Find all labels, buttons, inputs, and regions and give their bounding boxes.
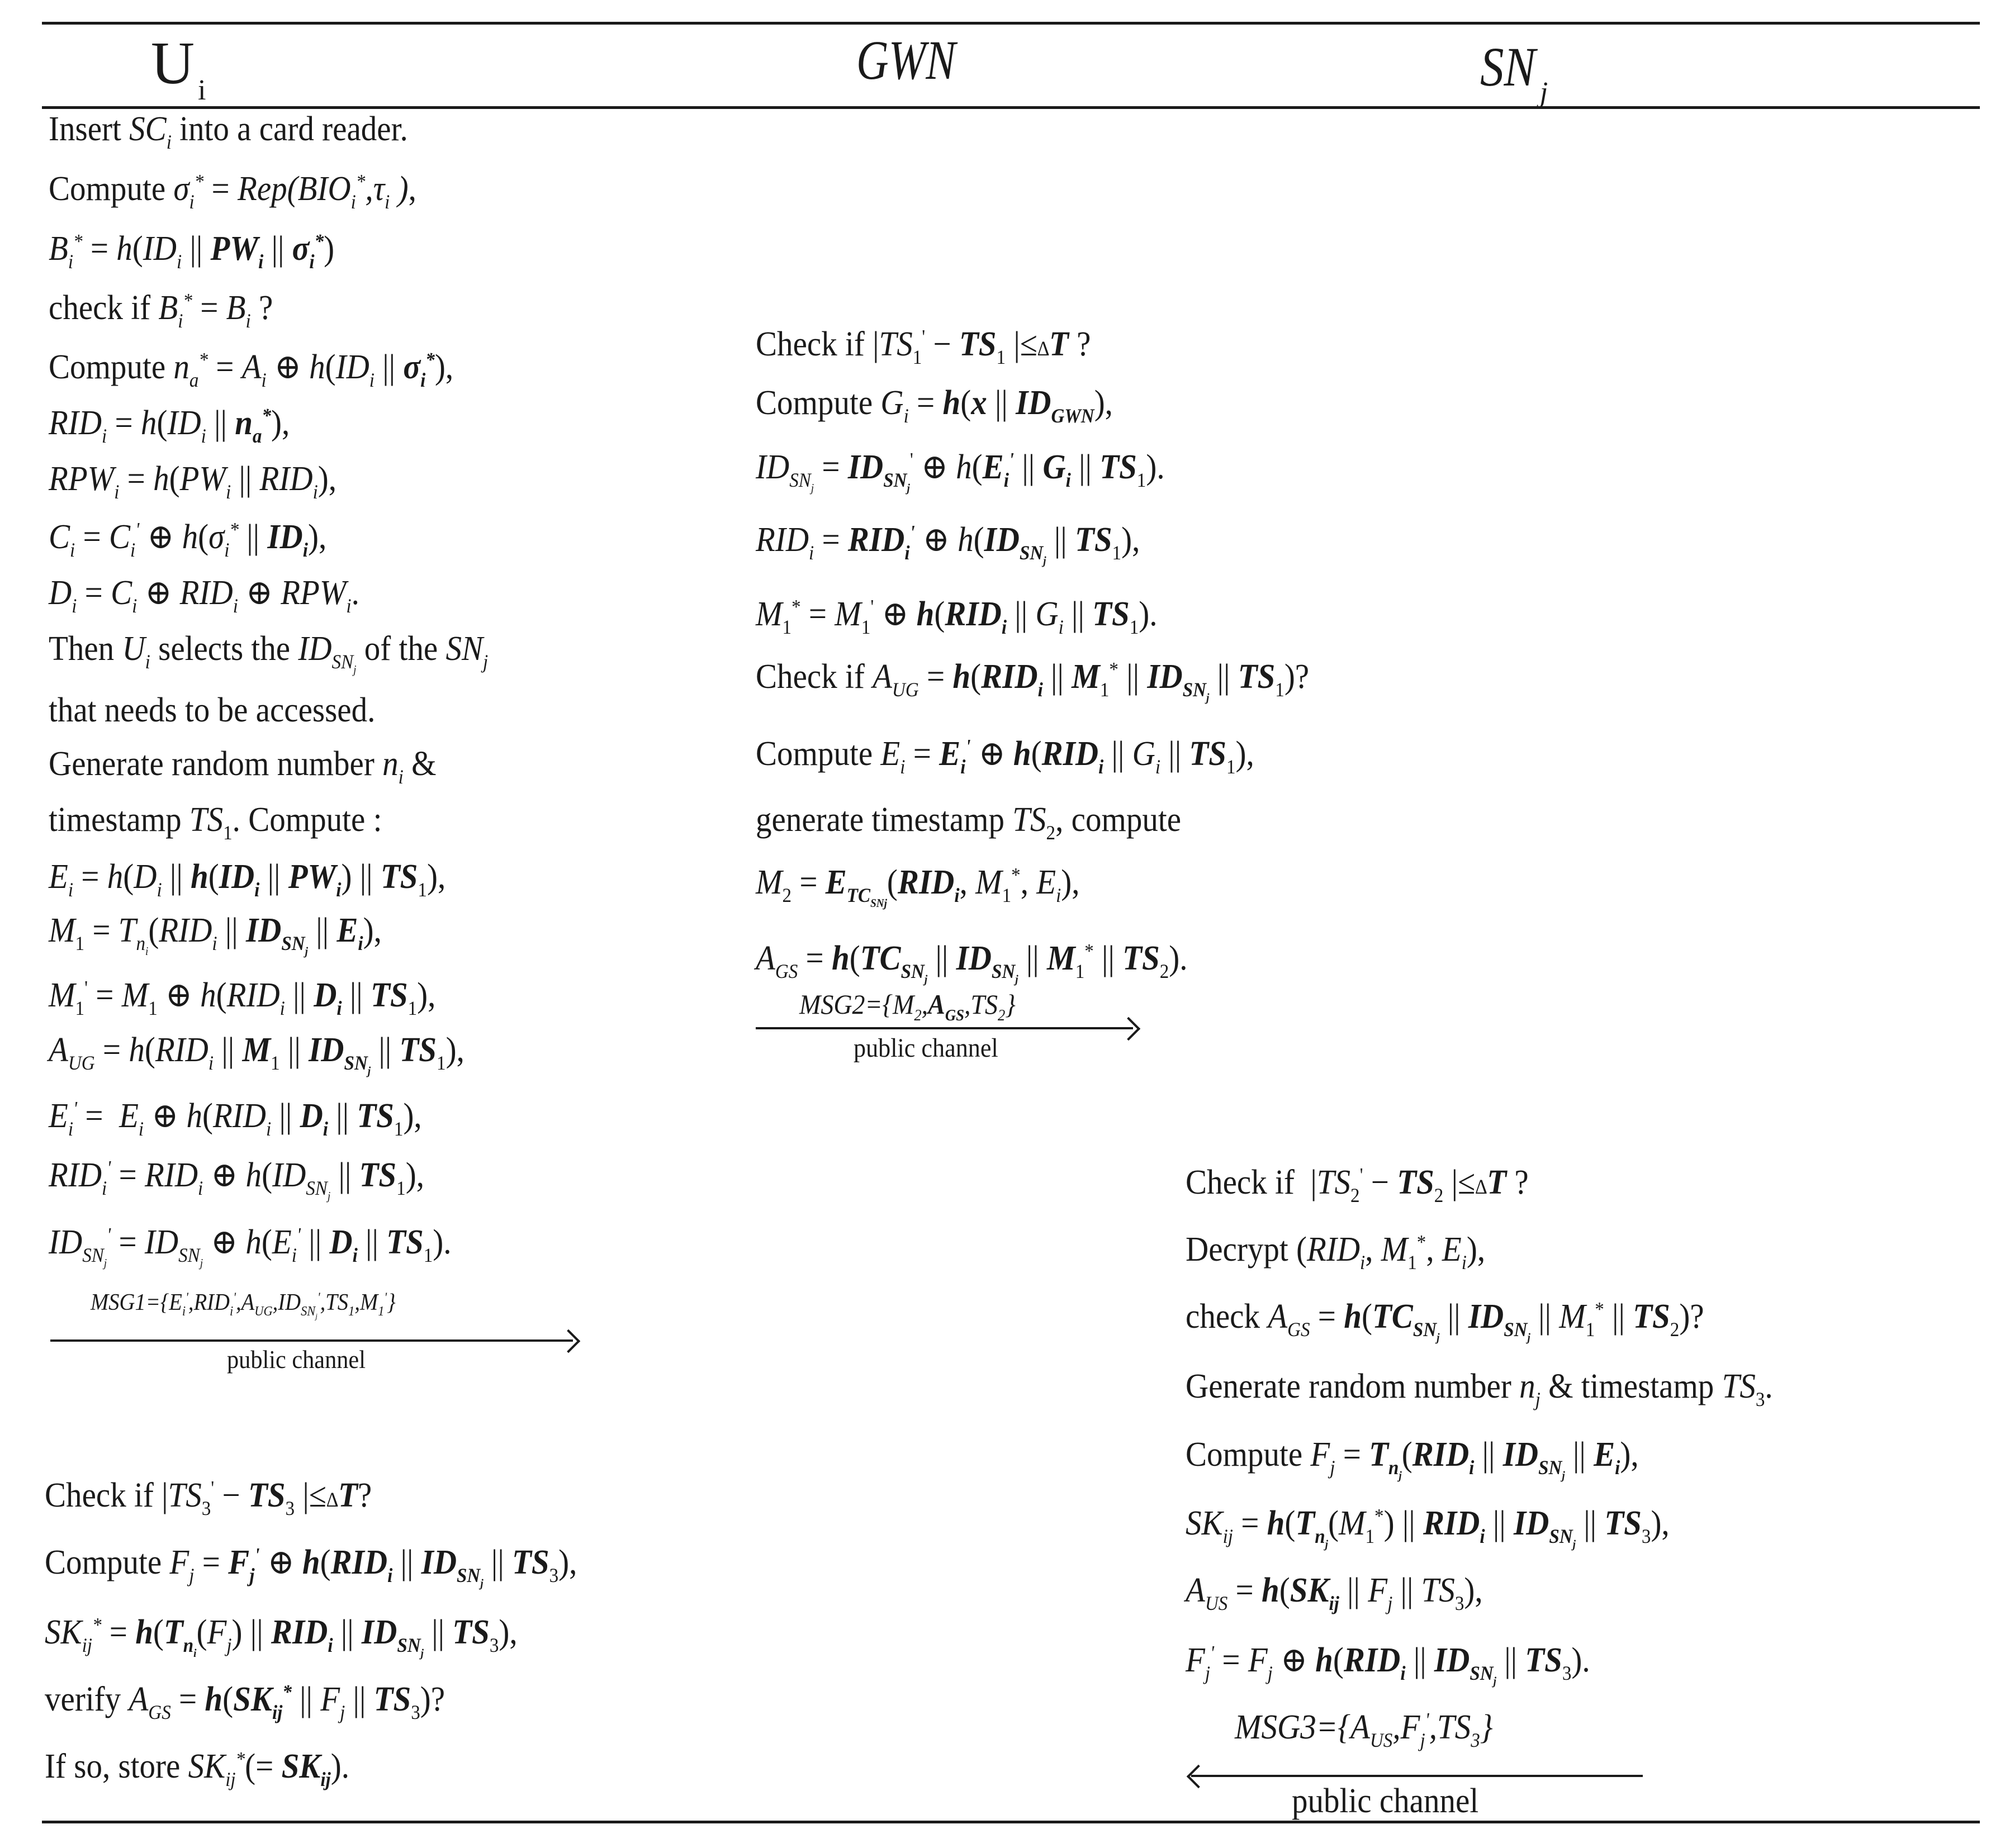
gateway-step-3: $ID_{SN_j} = ID_{SN_j}'$ ⊕ $h(E_i'$ || $G_i$ || $TS_1$). (756, 448, 1165, 495)
msg2-label: $MSG2=\{M_2,A_{GS},TS_2\}$ (799, 989, 1016, 1025)
user-final-step-1: Check if $|TS_3' - TS_3$ |≤∆T? (45, 1476, 372, 1520)
sensor-step-5: Compute $F_j = T_{n_j}(RID_i$ || $ID_{SN_j}$ || $E_i$), (1186, 1436, 1639, 1482)
user-final-step-3: $SK_{ij}^* = h(T_{n_i}(F_j)$ || $RID_i$ || $ID_{SN_j}$ || $TS_3$), (45, 1613, 518, 1660)
user-step-10: Then $U_i$ selects the $ID_{SN_j}$ of the $SN_j$ (49, 630, 489, 676)
arrow-right-icon (1117, 1017, 1140, 1041)
msg3-line (1191, 1775, 1643, 1777)
gateway-step-5: $M_1^* = M_1'$ ⊕ $h(RID_i$ || $G_i$ || $TS_1$). (756, 595, 1158, 639)
msg3-channel: public channel (1292, 1782, 1479, 1820)
gateway-step-10: $A_{GS} = h(TC_{SN_j}$ || $ID_{SN_j}$ || $M_1^*$ || $TS_2$). (756, 939, 1188, 986)
sensor-step-2: Decrypt ($RID_i$, $M_1^*$, $E_i$), (1186, 1231, 1486, 1274)
header-gateway-label: GWN (856, 29, 956, 91)
sensor-step-4: Generate random number $n_j$ & timestamp $TS_3$. (1186, 1367, 1773, 1411)
sensor-step-8: $F_j' = F_j$ ⊕ $h(RID_i$ || $ID_{SN_j}$ || $TS_3$). (1186, 1641, 1590, 1688)
msg1-line (50, 1339, 573, 1342)
user-step-20: $ID_{SN_j}' = ID_{SN_j}$ ⊕ $h(E_i'$ || $D_i$ || $TS_1$). (49, 1223, 452, 1270)
user-step-1: Insert $SC_i$ into a card reader. (49, 110, 408, 154)
gateway-step-7: Compute $E_i = E_i'$ ⊕ $h(RID_i$ || $G_i$ || $TS_1$), (756, 735, 1254, 778)
user-step-5: Compute $n_a^* = A_i$ ⊕ $h(ID_i$ || $\sigma_i^*$), (49, 348, 454, 392)
header-sensor (1480, 36, 1548, 108)
user-final-step-2: Compute $F_j = F_j'$ ⊕ $h(RID_i$ || $ID_{SN_j}$ || $TS_3$), (45, 1543, 577, 1590)
msg3-label: $MSG3=\{A_{US},F_j',TS_3\}$ (1235, 1708, 1493, 1752)
user-step-13: timestamp $TS_1$. Compute : (49, 801, 382, 844)
gateway-step-4: $RID_i = RID_i'$ ⊕ $h(ID_{SN_j}$ || $TS_1$), (756, 521, 1140, 567)
user-step-18: $E_i' = E_i$ ⊕ $h(RID_i$ || $D_i$ || $TS_1$), (49, 1097, 422, 1141)
header-user-sub: i (198, 74, 206, 106)
user-step-19: $RID_i' = RID_i$ ⊕ $h(ID_{SN_j}$ || $TS_1$), (49, 1156, 424, 1203)
header-user (151, 30, 206, 106)
sensor-step-7: $A_{US} = h(SK_{ij}$ || $F_j$ || $TS_3$), (1186, 1571, 1483, 1615)
user-step-7: $RPW_i = h(PW_i$ || $RID_i$), (49, 460, 337, 503)
arrow-left-icon (1187, 1765, 1210, 1788)
arrow-right-icon (557, 1329, 580, 1353)
gateway-step-9: $M_2 = E_{TC_{SNj}}(RID_i$, $M_1^*$, $E_i$), (756, 863, 1080, 910)
user-step-8: $C_i = C_i'$ ⊕ $h(\sigma_i^*$ || $ID_i$), (49, 518, 327, 562)
msg1-channel: public channel (227, 1345, 366, 1374)
header-sensor-base: SN (1480, 36, 1536, 98)
user-step-15: $M_1 = T_{n_i}(RID_i$ || $ID_{SN_j}$ || $E_i$), (49, 911, 382, 958)
msg2-channel: public channel (854, 1033, 998, 1063)
user-step-4: check if $B_i^* = B_i$ ? (49, 289, 273, 332)
user-step-3: $B_i^* = h(ID_i$ || $PW_i$ || $\sigma_i^*$) (49, 230, 335, 273)
header-user-base: U (151, 30, 195, 97)
header-rule (42, 106, 1980, 109)
sensor-step-6: $SK_{ij} = h(T_{n_j}(M_1^*)$ || $RID_i$ || $ID_{SN_j}$ || $TS_3$), (1186, 1504, 1670, 1551)
gateway-step-8: generate timestamp $TS_2$, compute (756, 801, 1182, 844)
user-step-9: $D_i = C_i$ ⊕ $RID_i$ ⊕ $RPW_i$. (49, 574, 359, 617)
user-step-12: Generate random number $n_i$ & (49, 745, 437, 788)
user-step-16: $M_1' = M_1$ ⊕ $h(RID_i$ || $D_i$ || $TS_1$), (49, 976, 436, 1020)
sensor-step-1: Check if $|TS_2' - TS_2$ |≤∆T ? (1186, 1163, 1529, 1207)
header-sensor-sub: j (1539, 76, 1548, 108)
user-final-step-5: If so, store $SK_{ij}^*(= SK_{ij})$. (45, 1747, 349, 1791)
top-rule (42, 22, 1980, 25)
user-step-14: $E_i = h(D_i$ || $h(ID_i$ || $PW_i$) || $TS_1$), (49, 858, 446, 901)
gateway-step-2: Compute $G_i = h(x$ || $ID_{GWN}$), (756, 384, 1113, 427)
msg2-line (756, 1027, 1133, 1029)
user-step-6: $RID_i = h(ID_i$ || $n_a^*$), (49, 404, 290, 448)
user-step-11: that needs to be accessed. (49, 691, 376, 729)
bottom-rule (42, 1821, 1980, 1823)
user-final-step-4: verify $A_{GS} = h(SK_{ij}^*$ || $F_j$ || $TS_3$)? (45, 1680, 445, 1724)
user-step-2: Compute $\sigma_i^* = Rep(BIO_i^*,\tau_i$ ), (49, 170, 416, 213)
gateway-step-1: Check if $|TS_1' - TS_1$ |≤∆T ? (756, 325, 1091, 369)
gateway-step-6: Check if $A_{UG} = h(RID_i$ || $M_1^*$ || $ID_{SN_j}$ || $TS_1$)? (756, 658, 1310, 704)
msg1-label: $MSG1=\{E_i',RID_i',A_{UG},ID_{SN_j}',TS_1,M_1'\}$ (91, 1290, 396, 1322)
header-gateway (856, 29, 980, 91)
sensor-step-3: check $A_{GS} = h(TC_{SN_j}$ || $ID_{SN_j}$ || $M_1^*$ || $TS_2$)? (1186, 1298, 1704, 1344)
user-step-17: $A_{UG} = h(RID_i$ || $M_1$ || $ID_{SN_j}$ || $TS_1$), (49, 1031, 464, 1077)
